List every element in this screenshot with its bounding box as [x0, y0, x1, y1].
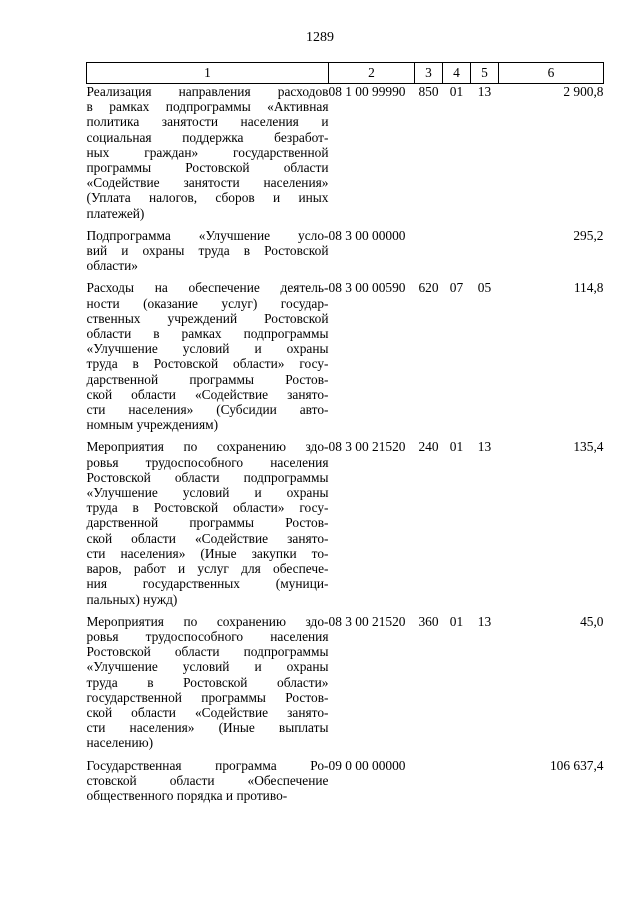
description-line: ровья трудоспособного населения — [86, 454, 329, 470]
column-header: 1 — [87, 63, 329, 84]
description-line: вий и охраны труда в Ростовской — [86, 243, 329, 259]
row-spacer — [87, 607, 604, 614]
row-description — [87, 758, 329, 804]
amount: 45,0 — [580, 613, 604, 629]
row-description — [87, 228, 329, 274]
description-line: стовской области «Обеспечение — [86, 772, 329, 788]
amount: 135,4 — [573, 439, 604, 455]
section-code: 07 — [449, 280, 464, 296]
table-body — [87, 84, 604, 804]
description-line: труда в Ростовской области» госу- — [86, 356, 329, 372]
subsection-code — [471, 228, 499, 274]
description-line: платежей) — [86, 205, 145, 221]
description-line: Подпрограмма «Улучшение усло- — [86, 227, 329, 243]
description-line: ности (оказание услуг) государ- — [86, 295, 329, 311]
target-article-code: 08 3 00 21520 — [328, 439, 406, 455]
row-description — [87, 439, 329, 606]
description-line: сти населения» (Субсидии авто- — [86, 402, 329, 418]
description-line: государственной программы Ростов- — [86, 689, 329, 705]
column-header: 4 — [443, 63, 471, 84]
table-row — [87, 228, 604, 274]
table-header-row — [87, 63, 604, 84]
row-description — [87, 614, 329, 751]
description-line: номным учреждениям) — [86, 417, 219, 433]
description-line: ской области «Содействие занято- — [86, 704, 329, 720]
column-header: 3 — [415, 63, 443, 84]
amount: 114,8 — [573, 280, 604, 296]
expense-type-code — [415, 758, 443, 804]
target-article-code: 08 3 00 00590 — [328, 280, 406, 296]
column-header: 6 — [499, 63, 604, 84]
subsection-code: 13 — [477, 613, 492, 629]
expense-type-code — [415, 228, 443, 274]
description-line: дарственной программы Ростов- — [86, 371, 329, 387]
description-line: труда в Ростовской области» — [86, 674, 329, 690]
subsection-code: 05 — [477, 280, 492, 296]
description-line: варов, работ и услуг для обеспече- — [86, 561, 329, 577]
description-line: сти населения» (Иные выплаты — [86, 720, 329, 736]
description-line: Ростовской области подпрограммы — [86, 644, 329, 660]
description-line: сти населения» (Иные закупки то- — [86, 545, 329, 561]
description-line: Мероприятия по сохранению здо- — [86, 439, 329, 455]
expense-type-code: 240 — [418, 439, 439, 455]
description-line: ровья трудоспособного населения — [86, 628, 329, 644]
target-article-code: 08 1 00 99990 — [328, 84, 406, 99]
section-code: 01 — [449, 439, 464, 455]
subsection-code: 13 — [477, 84, 492, 99]
row-spacer — [87, 751, 604, 758]
description-line: Государственная программа Ро- — [86, 757, 329, 773]
description-line: в рамках подпрограммы «Активная — [86, 99, 329, 115]
description-line: «Улучшение условий и охраны — [86, 341, 329, 357]
description-line: труда в Ростовской области» госу- — [86, 500, 329, 516]
table-row — [87, 280, 604, 432]
row-spacer — [87, 273, 604, 280]
target-article-code: 08 3 00 21520 — [328, 613, 406, 629]
description-line: политика занятости населения и — [86, 114, 329, 130]
description-line: пальных) нужд) — [86, 591, 178, 607]
column-header: 5 — [471, 63, 499, 84]
target-article-code: 09 0 00 00000 — [328, 757, 406, 773]
description-line: ской области «Содействие занято- — [86, 386, 329, 402]
description-line: населению) — [86, 735, 154, 751]
amount: 106 637,4 — [549, 757, 604, 773]
description-line: области в рамках подпрограммы — [86, 326, 329, 342]
description-line: (Уплата налогов, сборов и иных — [86, 190, 329, 206]
budget-table — [86, 62, 604, 803]
description-line: программы Ростовской области — [86, 160, 329, 176]
row-spacer — [87, 432, 604, 439]
description-line: «Содействие занятости населения» — [86, 175, 329, 191]
description-line: ственных учреждений Ростовской — [86, 310, 329, 326]
row-description — [87, 84, 329, 221]
description-line: «Улучшение условий и охраны — [86, 659, 329, 675]
description-line: ных граждан» государственной — [86, 144, 329, 160]
description-line: Ростовской области подпрограммы — [86, 469, 329, 485]
description-line: ской области «Содействие занято- — [86, 530, 329, 546]
description-line: Расходы на обеспечение деятель- — [86, 280, 329, 296]
section-code: 01 — [449, 613, 464, 629]
amount: 2 900,8 — [563, 84, 604, 99]
table-row — [87, 758, 604, 804]
row-spacer — [87, 221, 604, 228]
table-row — [87, 614, 604, 751]
expense-type-code: 620 — [418, 280, 439, 296]
table-row — [87, 84, 604, 221]
description-line: Мероприятия по сохранению здо- — [86, 613, 329, 629]
column-header: 2 — [329, 63, 415, 84]
description-line: «Улучшение условий и охраны — [86, 485, 329, 501]
description-line: общественного порядка и противо- — [86, 787, 288, 803]
expense-type-code: 360 — [418, 613, 439, 629]
subsection-code — [471, 758, 499, 804]
description-line: дарственной программы Ростов- — [86, 515, 329, 531]
description-line: Реализация направления расходов — [86, 84, 329, 99]
row-description — [87, 280, 329, 432]
section-code — [443, 758, 471, 804]
description-line: ния государственных (муници- — [86, 576, 329, 592]
description-line: социальная поддержка безработ- — [86, 129, 329, 145]
target-article-code: 08 3 00 00000 — [328, 227, 406, 243]
page-number: 1289 — [306, 30, 334, 45]
amount: 295,2 — [573, 227, 604, 243]
description-line: области» — [86, 258, 138, 274]
subsection-code: 13 — [477, 439, 492, 455]
section-code: 01 — [449, 84, 464, 99]
table-row — [87, 439, 604, 606]
section-code — [443, 228, 471, 274]
expense-type-code: 850 — [418, 84, 439, 99]
